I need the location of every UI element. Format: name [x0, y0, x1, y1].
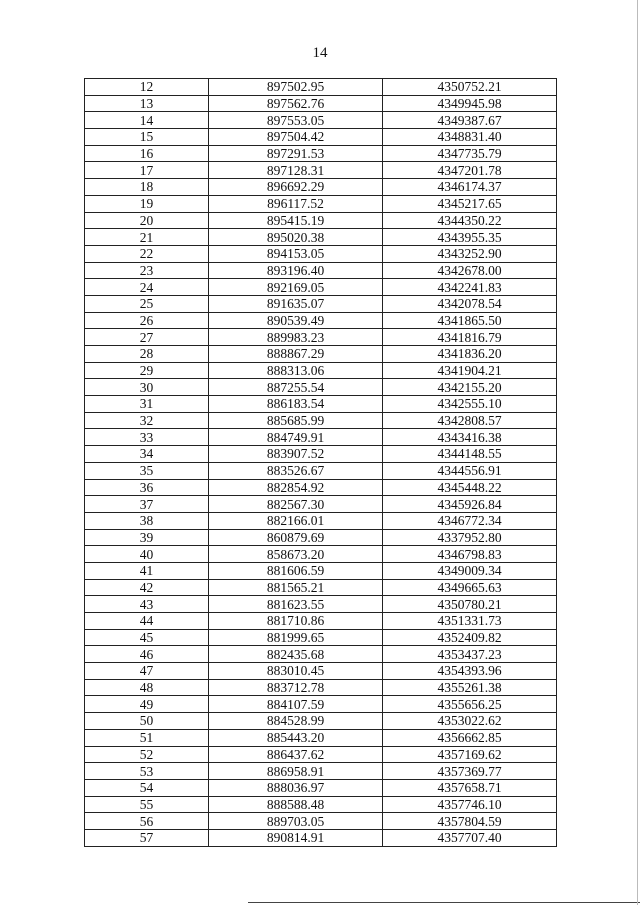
table-row	[85, 145, 557, 162]
point-number-cell: 26	[85, 312, 209, 329]
table-row	[85, 562, 557, 579]
table-row	[85, 229, 557, 246]
table-row	[85, 779, 557, 796]
x-coordinate-cell: 897128.31	[209, 162, 383, 179]
x-coordinate-cell: 894153.05	[209, 245, 383, 262]
x-coordinate-cell: 883907.52	[209, 446, 383, 463]
table-row	[85, 663, 557, 680]
x-coordinate-cell: 897562.76	[209, 95, 383, 112]
coordinates-table-body	[85, 79, 557, 847]
y-coordinate-cell: 4346772.34	[383, 512, 557, 529]
table-row	[85, 329, 557, 346]
point-number-cell: 23	[85, 262, 209, 279]
table-row	[85, 646, 557, 663]
x-coordinate-cell: 897291.53	[209, 145, 383, 162]
x-coordinate-cell: 860879.69	[209, 529, 383, 546]
point-number-cell: 20	[85, 212, 209, 229]
table-row	[85, 429, 557, 446]
y-coordinate-cell: 4345926.84	[383, 496, 557, 513]
table-row	[85, 279, 557, 296]
table-row	[85, 346, 557, 363]
point-number-cell: 50	[85, 713, 209, 730]
point-number-cell: 35	[85, 462, 209, 479]
x-coordinate-cell: 881623.55	[209, 596, 383, 613]
table-row	[85, 162, 557, 179]
table-row	[85, 546, 557, 563]
y-coordinate-cell: 4345448.22	[383, 479, 557, 496]
x-coordinate-cell: 896117.52	[209, 195, 383, 212]
y-coordinate-cell: 4350780.21	[383, 596, 557, 613]
point-number-cell: 48	[85, 679, 209, 696]
y-coordinate-cell: 4353437.23	[383, 646, 557, 663]
table-row	[85, 195, 557, 212]
x-coordinate-cell: 886437.62	[209, 746, 383, 763]
y-coordinate-cell: 4355261.38	[383, 679, 557, 696]
table-row	[85, 79, 557, 96]
table-row	[85, 829, 557, 846]
y-coordinate-cell: 4337952.80	[383, 529, 557, 546]
x-coordinate-cell: 881710.86	[209, 613, 383, 630]
y-coordinate-cell: 4354393.96	[383, 663, 557, 680]
table-row	[85, 629, 557, 646]
point-number-cell: 28	[85, 346, 209, 363]
point-number-cell: 56	[85, 813, 209, 830]
x-coordinate-cell: 895020.38	[209, 229, 383, 246]
x-coordinate-cell: 889703.05	[209, 813, 383, 830]
x-coordinate-cell: 897504.42	[209, 129, 383, 146]
y-coordinate-cell: 4349665.63	[383, 579, 557, 596]
y-coordinate-cell: 4349009.34	[383, 562, 557, 579]
point-number-cell: 24	[85, 279, 209, 296]
y-coordinate-cell: 4349387.67	[383, 112, 557, 129]
x-coordinate-cell: 881565.21	[209, 579, 383, 596]
y-coordinate-cell: 4357804.59	[383, 813, 557, 830]
point-number-cell: 34	[85, 446, 209, 463]
point-number-cell: 32	[85, 412, 209, 429]
table-row	[85, 796, 557, 813]
y-coordinate-cell: 4357369.77	[383, 763, 557, 780]
y-coordinate-cell: 4344350.22	[383, 212, 557, 229]
x-coordinate-cell: 886183.54	[209, 396, 383, 413]
y-coordinate-cell: 4342155.20	[383, 379, 557, 396]
point-number-cell: 27	[85, 329, 209, 346]
x-coordinate-cell: 889983.23	[209, 329, 383, 346]
x-coordinate-cell: 884528.99	[209, 713, 383, 730]
table-row	[85, 212, 557, 229]
y-coordinate-cell: 4341836.20	[383, 346, 557, 363]
table-row	[85, 129, 557, 146]
point-number-cell: 40	[85, 546, 209, 563]
coordinates-table	[84, 78, 557, 847]
y-coordinate-cell: 4343416.38	[383, 429, 557, 446]
point-number-cell: 15	[85, 129, 209, 146]
x-coordinate-cell: 891635.07	[209, 295, 383, 312]
y-coordinate-cell: 4342555.10	[383, 396, 557, 413]
table-row	[85, 312, 557, 329]
y-coordinate-cell: 4348831.40	[383, 129, 557, 146]
point-number-cell: 19	[85, 195, 209, 212]
x-coordinate-cell: 888588.48	[209, 796, 383, 813]
table-row	[85, 696, 557, 713]
point-number-cell: 37	[85, 496, 209, 513]
table-row	[85, 396, 557, 413]
y-coordinate-cell: 4356662.85	[383, 729, 557, 746]
y-coordinate-cell: 4351331.73	[383, 613, 557, 630]
x-coordinate-cell: 885685.99	[209, 412, 383, 429]
right-edge-line	[637, 0, 638, 905]
y-coordinate-cell: 4357658.71	[383, 779, 557, 796]
y-coordinate-cell: 4357707.40	[383, 829, 557, 846]
y-coordinate-cell: 4346798.83	[383, 546, 557, 563]
y-coordinate-cell: 4357169.62	[383, 746, 557, 763]
table-row	[85, 529, 557, 546]
x-coordinate-cell: 885443.20	[209, 729, 383, 746]
y-coordinate-cell: 4344556.91	[383, 462, 557, 479]
point-number-cell: 41	[85, 562, 209, 579]
y-coordinate-cell: 4349945.98	[383, 95, 557, 112]
point-number-cell: 13	[85, 95, 209, 112]
table-row	[85, 95, 557, 112]
y-coordinate-cell: 4344148.55	[383, 446, 557, 463]
x-coordinate-cell: 896692.29	[209, 179, 383, 196]
x-coordinate-cell: 883712.78	[209, 679, 383, 696]
table-row	[85, 112, 557, 129]
point-number-cell: 46	[85, 646, 209, 663]
y-coordinate-cell: 4355656.25	[383, 696, 557, 713]
y-coordinate-cell: 4352409.82	[383, 629, 557, 646]
y-coordinate-cell: 4342808.57	[383, 412, 557, 429]
y-coordinate-cell: 4347201.78	[383, 162, 557, 179]
point-number-cell: 16	[85, 145, 209, 162]
point-number-cell: 55	[85, 796, 209, 813]
x-coordinate-cell: 892169.05	[209, 279, 383, 296]
x-coordinate-cell: 882166.01	[209, 512, 383, 529]
point-number-cell: 39	[85, 529, 209, 546]
point-number-cell: 42	[85, 579, 209, 596]
y-coordinate-cell: 4357746.10	[383, 796, 557, 813]
point-number-cell: 47	[85, 663, 209, 680]
point-number-cell: 29	[85, 362, 209, 379]
y-coordinate-cell: 4353022.62	[383, 713, 557, 730]
x-coordinate-cell: 886958.91	[209, 763, 383, 780]
table-row	[85, 613, 557, 630]
point-number-cell: 17	[85, 162, 209, 179]
y-coordinate-cell: 4342241.83	[383, 279, 557, 296]
point-number-cell: 49	[85, 696, 209, 713]
point-number-cell: 38	[85, 512, 209, 529]
point-number-cell: 18	[85, 179, 209, 196]
table-row	[85, 446, 557, 463]
table-row	[85, 813, 557, 830]
point-number-cell: 51	[85, 729, 209, 746]
x-coordinate-cell: 884107.59	[209, 696, 383, 713]
x-coordinate-cell: 890539.49	[209, 312, 383, 329]
table-row	[85, 362, 557, 379]
table-row	[85, 462, 557, 479]
x-coordinate-cell: 888867.29	[209, 346, 383, 363]
table-row	[85, 713, 557, 730]
table-row	[85, 412, 557, 429]
table-row	[85, 245, 557, 262]
point-number-cell: 43	[85, 596, 209, 613]
table-row	[85, 179, 557, 196]
bottom-edge-line	[248, 902, 640, 903]
x-coordinate-cell: 883010.45	[209, 663, 383, 680]
point-number-cell: 45	[85, 629, 209, 646]
x-coordinate-cell: 888313.06	[209, 362, 383, 379]
point-number-cell: 44	[85, 613, 209, 630]
table-row	[85, 679, 557, 696]
y-coordinate-cell: 4346174.37	[383, 179, 557, 196]
point-number-cell: 52	[85, 746, 209, 763]
point-number-cell: 12	[85, 79, 209, 96]
point-number-cell: 53	[85, 763, 209, 780]
point-number-cell: 25	[85, 295, 209, 312]
x-coordinate-cell: 893196.40	[209, 262, 383, 279]
x-coordinate-cell: 890814.91	[209, 829, 383, 846]
y-coordinate-cell: 4350752.21	[383, 79, 557, 96]
y-coordinate-cell: 4341904.21	[383, 362, 557, 379]
x-coordinate-cell: 895415.19	[209, 212, 383, 229]
table-row	[85, 262, 557, 279]
y-coordinate-cell: 4341865.50	[383, 312, 557, 329]
y-coordinate-cell: 4343955.35	[383, 229, 557, 246]
table-row	[85, 496, 557, 513]
x-coordinate-cell: 882435.68	[209, 646, 383, 663]
y-coordinate-cell: 4343252.90	[383, 245, 557, 262]
y-coordinate-cell: 4345217.65	[383, 195, 557, 212]
y-coordinate-cell: 4347735.79	[383, 145, 557, 162]
x-coordinate-cell: 858673.20	[209, 546, 383, 563]
y-coordinate-cell: 4342678.00	[383, 262, 557, 279]
x-coordinate-cell: 887255.54	[209, 379, 383, 396]
x-coordinate-cell: 883526.67	[209, 462, 383, 479]
y-coordinate-cell: 4341816.79	[383, 329, 557, 346]
point-number-cell: 21	[85, 229, 209, 246]
table-row	[85, 729, 557, 746]
table-row	[85, 379, 557, 396]
x-coordinate-cell: 881999.65	[209, 629, 383, 646]
table-row	[85, 763, 557, 780]
x-coordinate-cell: 881606.59	[209, 562, 383, 579]
x-coordinate-cell: 882567.30	[209, 496, 383, 513]
x-coordinate-cell: 882854.92	[209, 479, 383, 496]
point-number-cell: 30	[85, 379, 209, 396]
table-row	[85, 295, 557, 312]
table-row	[85, 579, 557, 596]
point-number-cell: 31	[85, 396, 209, 413]
y-coordinate-cell: 4342078.54	[383, 295, 557, 312]
x-coordinate-cell: 888036.97	[209, 779, 383, 796]
x-coordinate-cell: 897553.05	[209, 112, 383, 129]
point-number-cell: 57	[85, 829, 209, 846]
page-number: 14	[312, 45, 328, 61]
point-number-cell: 54	[85, 779, 209, 796]
table-row	[85, 479, 557, 496]
table-row	[85, 596, 557, 613]
table-row	[85, 512, 557, 529]
x-coordinate-cell: 884749.91	[209, 429, 383, 446]
x-coordinate-cell: 897502.95	[209, 79, 383, 96]
table-row	[85, 746, 557, 763]
point-number-cell: 36	[85, 479, 209, 496]
point-number-cell: 33	[85, 429, 209, 446]
point-number-cell: 14	[85, 112, 209, 129]
point-number-cell: 22	[85, 245, 209, 262]
